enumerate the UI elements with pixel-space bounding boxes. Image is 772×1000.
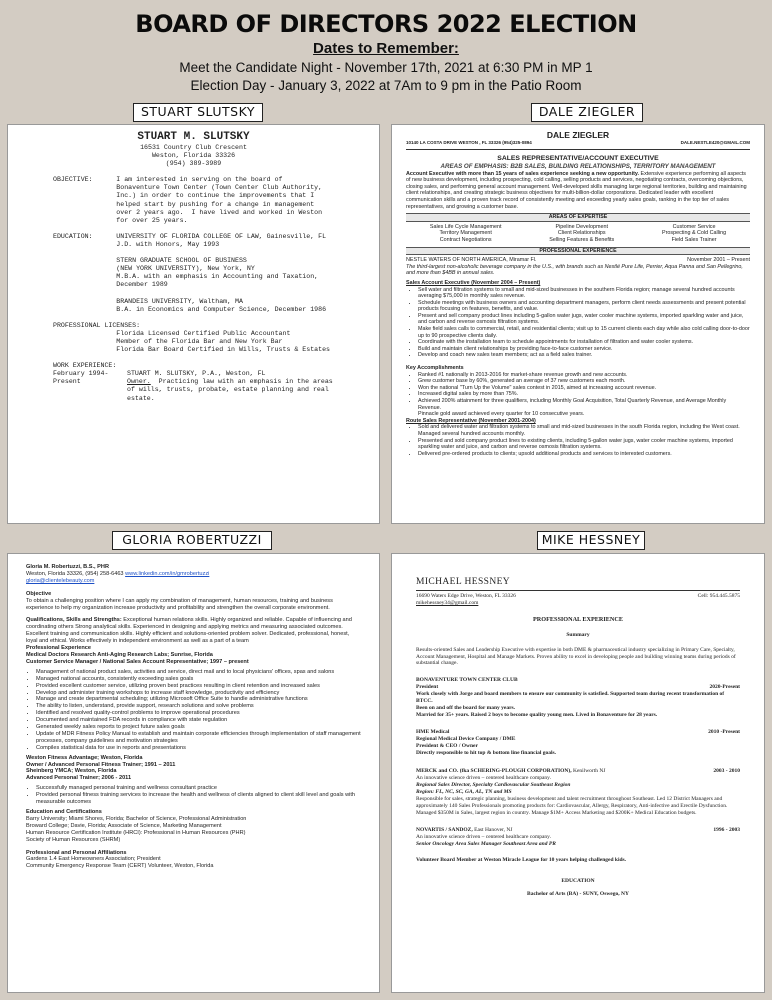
mike-novartis-dates: 1996 - 2003: [713, 826, 740, 833]
mike-summary-heading: Summary: [566, 631, 590, 638]
resume-dale: [391, 124, 765, 524]
mike-hme-desc: Regional Medical Device Company / DME President & CEO / Owner Directly responsible to hit top & bottom line financial goals.: [416, 735, 557, 756]
dale-role1-list: [406, 287, 750, 360]
mike-hme-dates: 2010 -Present: [708, 728, 740, 735]
list-item: • Schedule meetings with business owners and accounting department managers, perform client needs assessments and present potential products focusing on features, benefits, and value.: [418, 300, 750, 313]
resume-mike: [391, 553, 765, 993]
mike-merck-dates: 2003 - 2010: [713, 768, 740, 775]
dale-summary: Account Executive with more than 15 years of sales experience seeking a new opportunity. Extensive experience performing all aspects of new business development, including prospecting, cold calling, selling products and services, negotiating contracts, overcoming objections, closing sales, and performing general account management. Well-developed skills managing large regional territories, building and maintaining client relationships, and creating strategic business objectives for multi-billion-dollar corporations. Dedicated leader with excellent communication skills and a proven track record of consistently meeting and exceeding yearly sales goals, ranking in the top tier of sales representatives, and growing a customer base.: [406, 170, 747, 210]
mike-merck-loc: Kenilworth NJ: [571, 768, 606, 775]
mike-btc-desc: Work closely with Jorge and board members to ensure our community is satisfied. Supported team during recent transformation of BTCC. Been on and off the board for many years. Married for 35+ years. Raised 2 boys to become quality young men. Lived in Bonaventure for 28 years.: [416, 691, 725, 718]
mike-education-heading: EDUCATION: [561, 878, 595, 885]
gloria-edu-item: Society of Human Resources (SHRM): [26, 836, 121, 843]
dale-email: DALE.NESTLE420@GMAIL.COM: [680, 140, 750, 145]
gloria-fitness-company: Weston Fitness Advantage; Weston, Florida: [26, 754, 143, 761]
mike-btc: BONAVENTURE TOWN CENTER CLUB: [416, 677, 518, 684]
mike-novartis-desc2: Senior Oncology Area Sales Manager Southeast Area and PR: [416, 840, 556, 847]
gloria-edu-item: Human Resource Certification Institute (HRCI): Professional in Human Resources (PHR): [26, 829, 246, 836]
list-item: • Presented and sold company product lines to existing clients, including 5-gallon water jugs, water cooler machine systems, imported sparkling water and juice, and carbon and reverse osmosis filtration systems.: [418, 438, 750, 451]
gloria-fitness-list: [26, 785, 361, 806]
mike-btc-dates: 2020-Present: [709, 684, 740, 691]
mike-address: 16690 Waters Edge Drive, Weston, FL 33326: [416, 593, 516, 599]
list-item: • Documented and maintained FDA records in compliance with state regulation: [36, 717, 361, 724]
mike-email: mikehessney34@gmail.com: [416, 599, 479, 606]
list-item: • The ability to listen, understand, provide support, research solutions and solve problems: [36, 703, 361, 710]
gloria-experience-heading: Professional Experience: [26, 645, 91, 652]
gloria-fitness-role: Owner / Advanced Personal Fitness Trainer; 1991 – 2011: [26, 761, 176, 768]
list-item: • Increased digital sales by more than 75%.: [418, 391, 750, 398]
gloria-address: Weston, Florida 33326, (954) 258-6463: [26, 570, 124, 577]
page-title: BOARD OF DIRECTORS 2022 ELECTION: [135, 10, 637, 38]
list-item: • Update of MDR Fitness Policy Manual to establish and maintain corporate efficiencies through implementation of staff management processes, company guidelines and motivation strategies: [36, 731, 361, 745]
dale-name: DALE ZIEGLER: [546, 130, 610, 140]
label-stuart: STUART SLUTSKY: [133, 103, 263, 122]
gloria-qualifications: Qualifications, Skills and Strengths: Exceptional human relations skills. Highly organized and reliable. Capable of influencing and coordinating others Strong analytical skills. Experienced in designing and applying metrics and measuring associated outcomes. Excellent training and communication skills. Highly efficient and solutions-oriented problem solver. Dedicated, professional, honest, loyal and ethical. Works effectively in independent environment as well as a part of a team: [26, 617, 352, 645]
dale-role1: Sales Account Executive (November 2004 – Present): [406, 279, 541, 286]
mike-merck-desc2: Regional Sales Director, Specialty Cardiovascular Southeast Region: [416, 782, 571, 789]
stuart-work-title: Owner.: [127, 378, 151, 386]
mike-cell: Cell: 954.445.5875: [697, 593, 740, 599]
mike-merck-desc3: Region: FL, NC, SC, GA, AL, TN and MS: [416, 789, 512, 796]
mike-education: Bachelor of Arts (BA) - SUNY, Oswego, NY: [527, 891, 629, 898]
mike-novartis-desc1: An innovative science driven – centered healthcare company.: [416, 833, 551, 840]
mike-summary: Results-oriented Sales and Leadership Executive with expertise in both DME & pharmaceutical industry specializing in Primary Care, Specialty, Account Management, Hospital and Manage Markets. Proven ability to excel in developing people and building winning teams during periods of substantial change.: [416, 646, 736, 667]
dale-experience-heading: PROFESSIONAL EXPERIENCE: [406, 247, 750, 256]
label-gloria: GLORIA ROBERTUZZI: [112, 531, 272, 550]
label-mike: MIKE HESSNEY: [537, 531, 645, 550]
gloria-ymca-role: Advanced Personal Trainer; 2006 - 2011: [26, 775, 132, 782]
gloria-aff-item: Gardens 1.4 East Homeowners Association; President: [26, 856, 161, 863]
gloria-edu-item: Barry University; Miami Shores, Florida; Bachelor of Science, Professional Administration: [26, 815, 247, 822]
mike-hme: HME Medical: [416, 728, 450, 735]
list-item: • Grew customer base by 60%, generated an average of 37 new customers each month.: [418, 378, 750, 385]
list-item: • Won the national "Turn Up the Volume" sales contest in 2015, aimed at increasing account revenue.: [418, 385, 750, 392]
list-item: • Sold and delivered water and filtration systems to small and mid-sized businesses in the south Florida region, including the West coast. Managed several hundred accounts monthly.: [418, 424, 750, 437]
dale-address: 10140 LA COSTA DRIVE WESTON , FL 33326 (954)325-0894: [406, 140, 532, 145]
label-dale: DALE ZIEGLER: [531, 103, 643, 122]
gloria-education-heading: Education and Certifications: [26, 809, 102, 815]
mike-novartis-loc: East Hanover, NJ: [472, 826, 513, 833]
list-item: • Provided personal fitness training services to increase the health and wellness of clients aligned to client skill level and goals with measurable outcomes: [36, 792, 361, 806]
gloria-aff-item: Community Emergency Response Team (CERT) Volunteer, Weston, Florida: [26, 863, 214, 870]
dale-company-desc: The third-largest non-alcoholic beverage company in the U.S., with brands such as Nestlé Pure Life, Perrier, Aqua Panna and San Pellegrino, and more than $4BB in annual sales.: [406, 263, 743, 277]
list-item: • Managed national accounts, consistently exceeding sales goals: [36, 676, 361, 683]
mike-novartis: NOVARTIS / SANDOZ,: [416, 826, 473, 833]
gloria-affiliations-heading: Professional and Personal Affiliations: [26, 849, 127, 856]
dale-emphasis: AREAS OF EMPHASIS: B2B SALES, BUILDING RELATIONSHIPS, TERRITORY MANAGEMENT: [440, 162, 716, 170]
list-item: • Generated weekly sales reports to project future sales goals: [36, 724, 361, 731]
stuart-work-firm: STUART M. SLUTSKY, P.A., Weston, FL: [127, 370, 266, 378]
list-item: • Develop and administer training workshops to increase staff knowledge, productivity and efficiency: [36, 690, 361, 697]
dale-company-dates: November 2001 – Present: [687, 257, 750, 264]
list-item: • Provided excellent customer service, utilizing proven best practices resulting in client retention and increased sales: [36, 683, 361, 690]
dale-company: NESTLE WATERS OF NORTH AMERICA, Miramar Fl.: [406, 257, 537, 264]
mike-merck: MERCK and CO. (fka SCHERING-PLOUGH CORPORATION),: [416, 768, 572, 775]
flyer-header: [0, 0, 772, 93]
dale-accomplishments-heading: Key Accomplishments: [406, 365, 464, 372]
gloria-email-link[interactable]: gloria@clientelebeauty.com: [26, 577, 95, 584]
resume-stuart: [7, 124, 380, 524]
dale-contact-bar: [406, 140, 750, 150]
stuart-address1: 16531 Country Club Crescent: [140, 144, 247, 151]
election-day-line: Election Day - January 3, 2022 at 7Am to 9 pm in the Patio Room: [190, 78, 582, 93]
list-item: • Management of national product sales, activities and service, direct mail and to local physicians' offices, spas and salons: [36, 669, 361, 676]
gloria-linkedin-link[interactable]: www.linkedin.com/in/gmrobertuzzi: [125, 570, 210, 577]
list-item: • Make field sales calls to commercial, retail, and residential clients; visit up to 15 current clients each day while also cold calling door-to-door up to 90 prospective clients daily.: [418, 326, 750, 339]
mike-merck-desc1: An innovative science driven – centered healthcare company.: [416, 775, 551, 782]
stuart-licenses: PROFESSIONAL LICENSES: Florida Licensed Certified Public Accountant Member of the Florida Bar and New York Bar Florida Bar Board Certified in Wills, Trusts & Estates: [53, 321, 330, 354]
list-item: • Present and sell company product lines including 5-gallon water jugs, water cooler machine systems, imported sparkling water and juice, and carbon and reverse osmosis filtration systems.: [418, 313, 750, 326]
list-item: • Successfully managed personal training and wellness consultant practice: [36, 785, 361, 792]
gloria-objective-heading: Objective: [26, 590, 52, 597]
stuart-work-dates: February 1994- Present: [53, 370, 109, 386]
list-item: • Sell water and filtration systems to small and mid-sized businesses in the southern Florida region; manage several hundred accounts averaging $75,000 in monthly sales revenue.: [418, 287, 750, 300]
gloria-lab-role: Customer Service Manager / National Sales Account Representative; 1997 – present: [26, 658, 249, 665]
gloria-lab-list: [26, 669, 361, 752]
resume-gloria: [7, 553, 380, 993]
list-item: • Delivered pre-ordered products to clients; upsold additional products and services to interested customers.: [418, 451, 750, 458]
list-item: • Coordinate with the installation team to schedule appointments for installation of filtration and water cooler systems.: [418, 339, 750, 346]
list-item: • Identified and resolved quality-control problems to improve operational procedures: [36, 710, 361, 717]
dale-role2-list: [406, 424, 750, 457]
stuart-work-heading: WORK EXPERIENCE:: [53, 362, 117, 370]
list-item: • Develop and coach new sales team members; act as a field sales trainer.: [418, 352, 750, 359]
dates-heading: Dates to Remember:: [313, 40, 459, 57]
gloria-edu-item: Broward College; Davie, Florida; Associate of Science, Marketing Management: [26, 822, 222, 829]
mike-merck-desc4: Responsible for sales, strategic planning, business development and talent recruitment throughout Southeast. Led 12 District Managers and approximately 140 Sales Professionals promoting products for: Cardiovascular, Allergy, Respiratory, Anti-infective and Erectile Dysfunction. Managed $350M in Sales, largest region in country. Manage $1M+ Access Marketing and $200K+ Medical Education budgets.: [416, 796, 728, 816]
list-item: • Ranked #1 nationally in 2013-2016 for market-share revenue growth and new accounts.: [418, 372, 750, 379]
list-item: • Manage and create departmental scheduling; utilizing Microsoft Office Suite to handle administrative functions: [36, 696, 361, 703]
stuart-address2: Weston, Florida 33326: [151, 152, 236, 160]
stuart-objective: OBJECTIVE: I am interested in serving on the board of Bonaventure Town Center (Town Center Club Authority, Inc.) in order to continue the improvements that I helped start by pushing for a change in management over 2 years ago. I have lived and worked in Weston for over 25 years.: [53, 176, 323, 224]
candidate-night-line: Meet the Candidate Night - November 17th, 2021 at 6:30 PM in MP 1: [179, 60, 593, 75]
stuart-name: STUART M. SLUTSKY: [137, 131, 250, 143]
mike-btc-role: President: [416, 684, 439, 691]
dale-title: SALES REPRESENTATIVE/ACCOUNT EXECUTIVE: [497, 154, 659, 162]
stuart-education: EDUCATION: UNIVERSITY OF FLORIDA COLLEGE OF LAW, Gainesville, FL J.D. with Honors, May 1993 STERN GRADUATE SCHOOL OF BUSINESS (NEW YORK UNIVERSITY), New York, NY M.B.A. with an emphasis in Accounting and Taxation, December 1989 BRANDEIS UNIVERSITY, Waltham, MA B.A. in Economics and Computer Science, December 1986: [53, 232, 327, 313]
list-item: • Achieved 200% attainment for three qualifiers, including Monthly Goal Acquisition, Total Quarterly Revenue, and Average Monthly Revenue. Pinnacle gold award achieved every quarter for 10 consecutive years.: [418, 398, 750, 418]
gloria-lab: Medical Doctors Research Anti-Aging Research Labs; Sunrise, Florida: [26, 651, 213, 658]
stuart-phone: (954) 389-3989: [165, 160, 222, 168]
stuart-work-desc: Practicing law with an emphasis in the areas of wills, trusts, probate, estate planning and real estate.: [127, 378, 333, 402]
mike-volunteer: Volunteer Board Member at Weston Miracle League for 10 years helping challenged kids.: [416, 857, 627, 864]
mike-name: MICHAEL HESSNEY: [416, 577, 511, 587]
gloria-ymca: Sheinberg YMCA; Weston, Florida: [26, 768, 117, 775]
gloria-name: Gloria M. Robertuzzi, B.S., PHR: [26, 564, 109, 570]
dale-expertise-list: Sales Life Cycle Management Territory Management Contract Negotiations Pipeline Development Client Relationships Selling Features & Benefits Customer Service Prospecting & Cold Calling Field Sales Trainer: [429, 223, 727, 243]
dale-role2: Route Sales Representative (November 2001-2004): [406, 417, 536, 424]
list-item: • Compiles statistical data for use in reports and presentations: [36, 745, 361, 752]
dale-accomplishments-list: [406, 372, 750, 418]
gloria-objective: To obtain a challenging position where I can apply my combination of management, human resources, training and business experience to help my organization increase productivity and profitability and strengthen the overall corporate environment.: [26, 597, 333, 611]
list-item: • Build and maintain client relationships by providing face-to-face customer service.: [418, 346, 750, 353]
mike-experience-heading: PROFESSIONAL EXPERIENCE: [533, 615, 623, 623]
dale-expertise-heading: AREAS OF EXPERTISE: [406, 213, 750, 222]
